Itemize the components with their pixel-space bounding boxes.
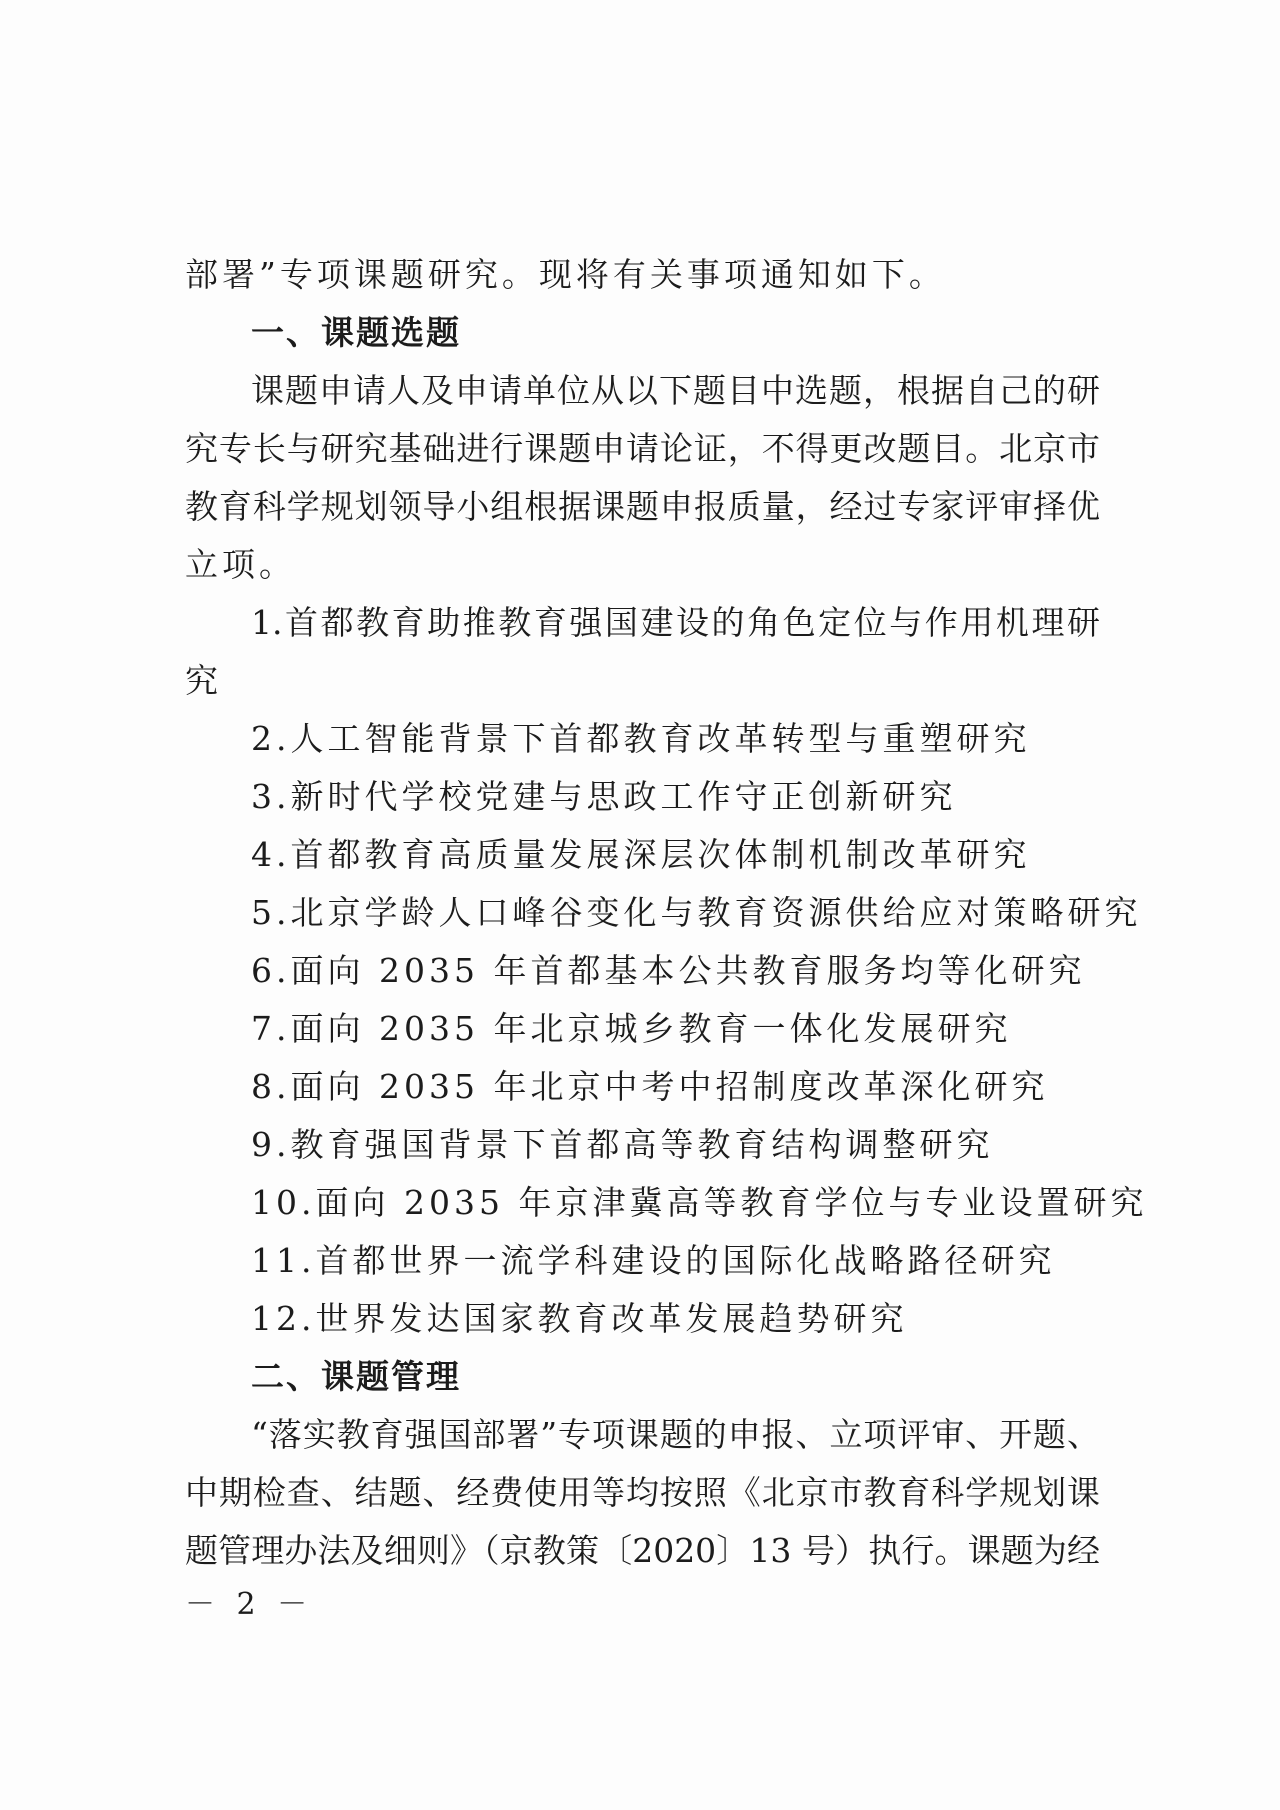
section-heading-topics: 一、课题选题 [251, 313, 461, 352]
topic-item: 7.面向 2035 年北京城乡教育一体化发展研究 [251, 1009, 1012, 1048]
paragraph-line: 究专长与研究基础进行课题申请论证，不得更改题目。北京市 [185, 429, 1100, 468]
page-number: － 2 － [185, 1587, 314, 1622]
paragraph-line: 中期检查、结题、经费使用等均按照《北京市教育科学规划课 [185, 1473, 1100, 1512]
topic-item: 6.面向 2035 年首都基本公共教育服务均等化研究 [251, 951, 1086, 990]
paragraph-line: “落实教育强国部署”专项课题的申报、立项评审、开题、 [251, 1415, 1100, 1454]
topic-item: 究 [185, 661, 222, 700]
topic-item: 9.教育强国背景下首都高等教育结构调整研究 [251, 1125, 994, 1164]
topic-item: 10.面向 2035 年京津冀高等教育学位与专业设置研究 [251, 1183, 1148, 1222]
topic-item: 3.新时代学校党建与思政工作守正创新研究 [251, 777, 957, 816]
topic-item: 5.北京学龄人口峰谷变化与教育资源供给应对策略研究 [251, 893, 1142, 932]
intro-line: 部署”专项课题研究。现将有关事项通知如下。 [185, 255, 946, 294]
paragraph-line: 教育科学规划领导小组根据课题申报质量，经过专家评审择优 [185, 487, 1100, 526]
topic-item: 2.人工智能背景下首都教育改革转型与重塑研究 [251, 719, 1031, 758]
section-heading-management: 二、课题管理 [251, 1357, 461, 1396]
paragraph-line: 题管理办法及细则》（京教策〔2020〕13 号）执行。课题为经 [185, 1531, 1100, 1570]
topic-item: 4.首都教育高质量发展深层次体制机制改革研究 [251, 835, 1031, 874]
topic-item: 11.首都世界一流学科建设的国际化战略路径研究 [251, 1241, 1056, 1280]
paragraph-line: 课题申请人及申请单位从以下题目中选题，根据自己的研 [251, 371, 1100, 410]
document-body [185, 246, 1148, 1580]
topic-item: 8.面向 2035 年北京中考中招制度改革深化研究 [251, 1067, 1049, 1106]
topic-item: 12.世界发达国家教育改革发展趋势研究 [251, 1299, 908, 1338]
topic-item: 1.首都教育助推教育强国建设的角色定位与作用机理研 [251, 603, 1100, 642]
paragraph-line: 立项。 [185, 545, 296, 584]
